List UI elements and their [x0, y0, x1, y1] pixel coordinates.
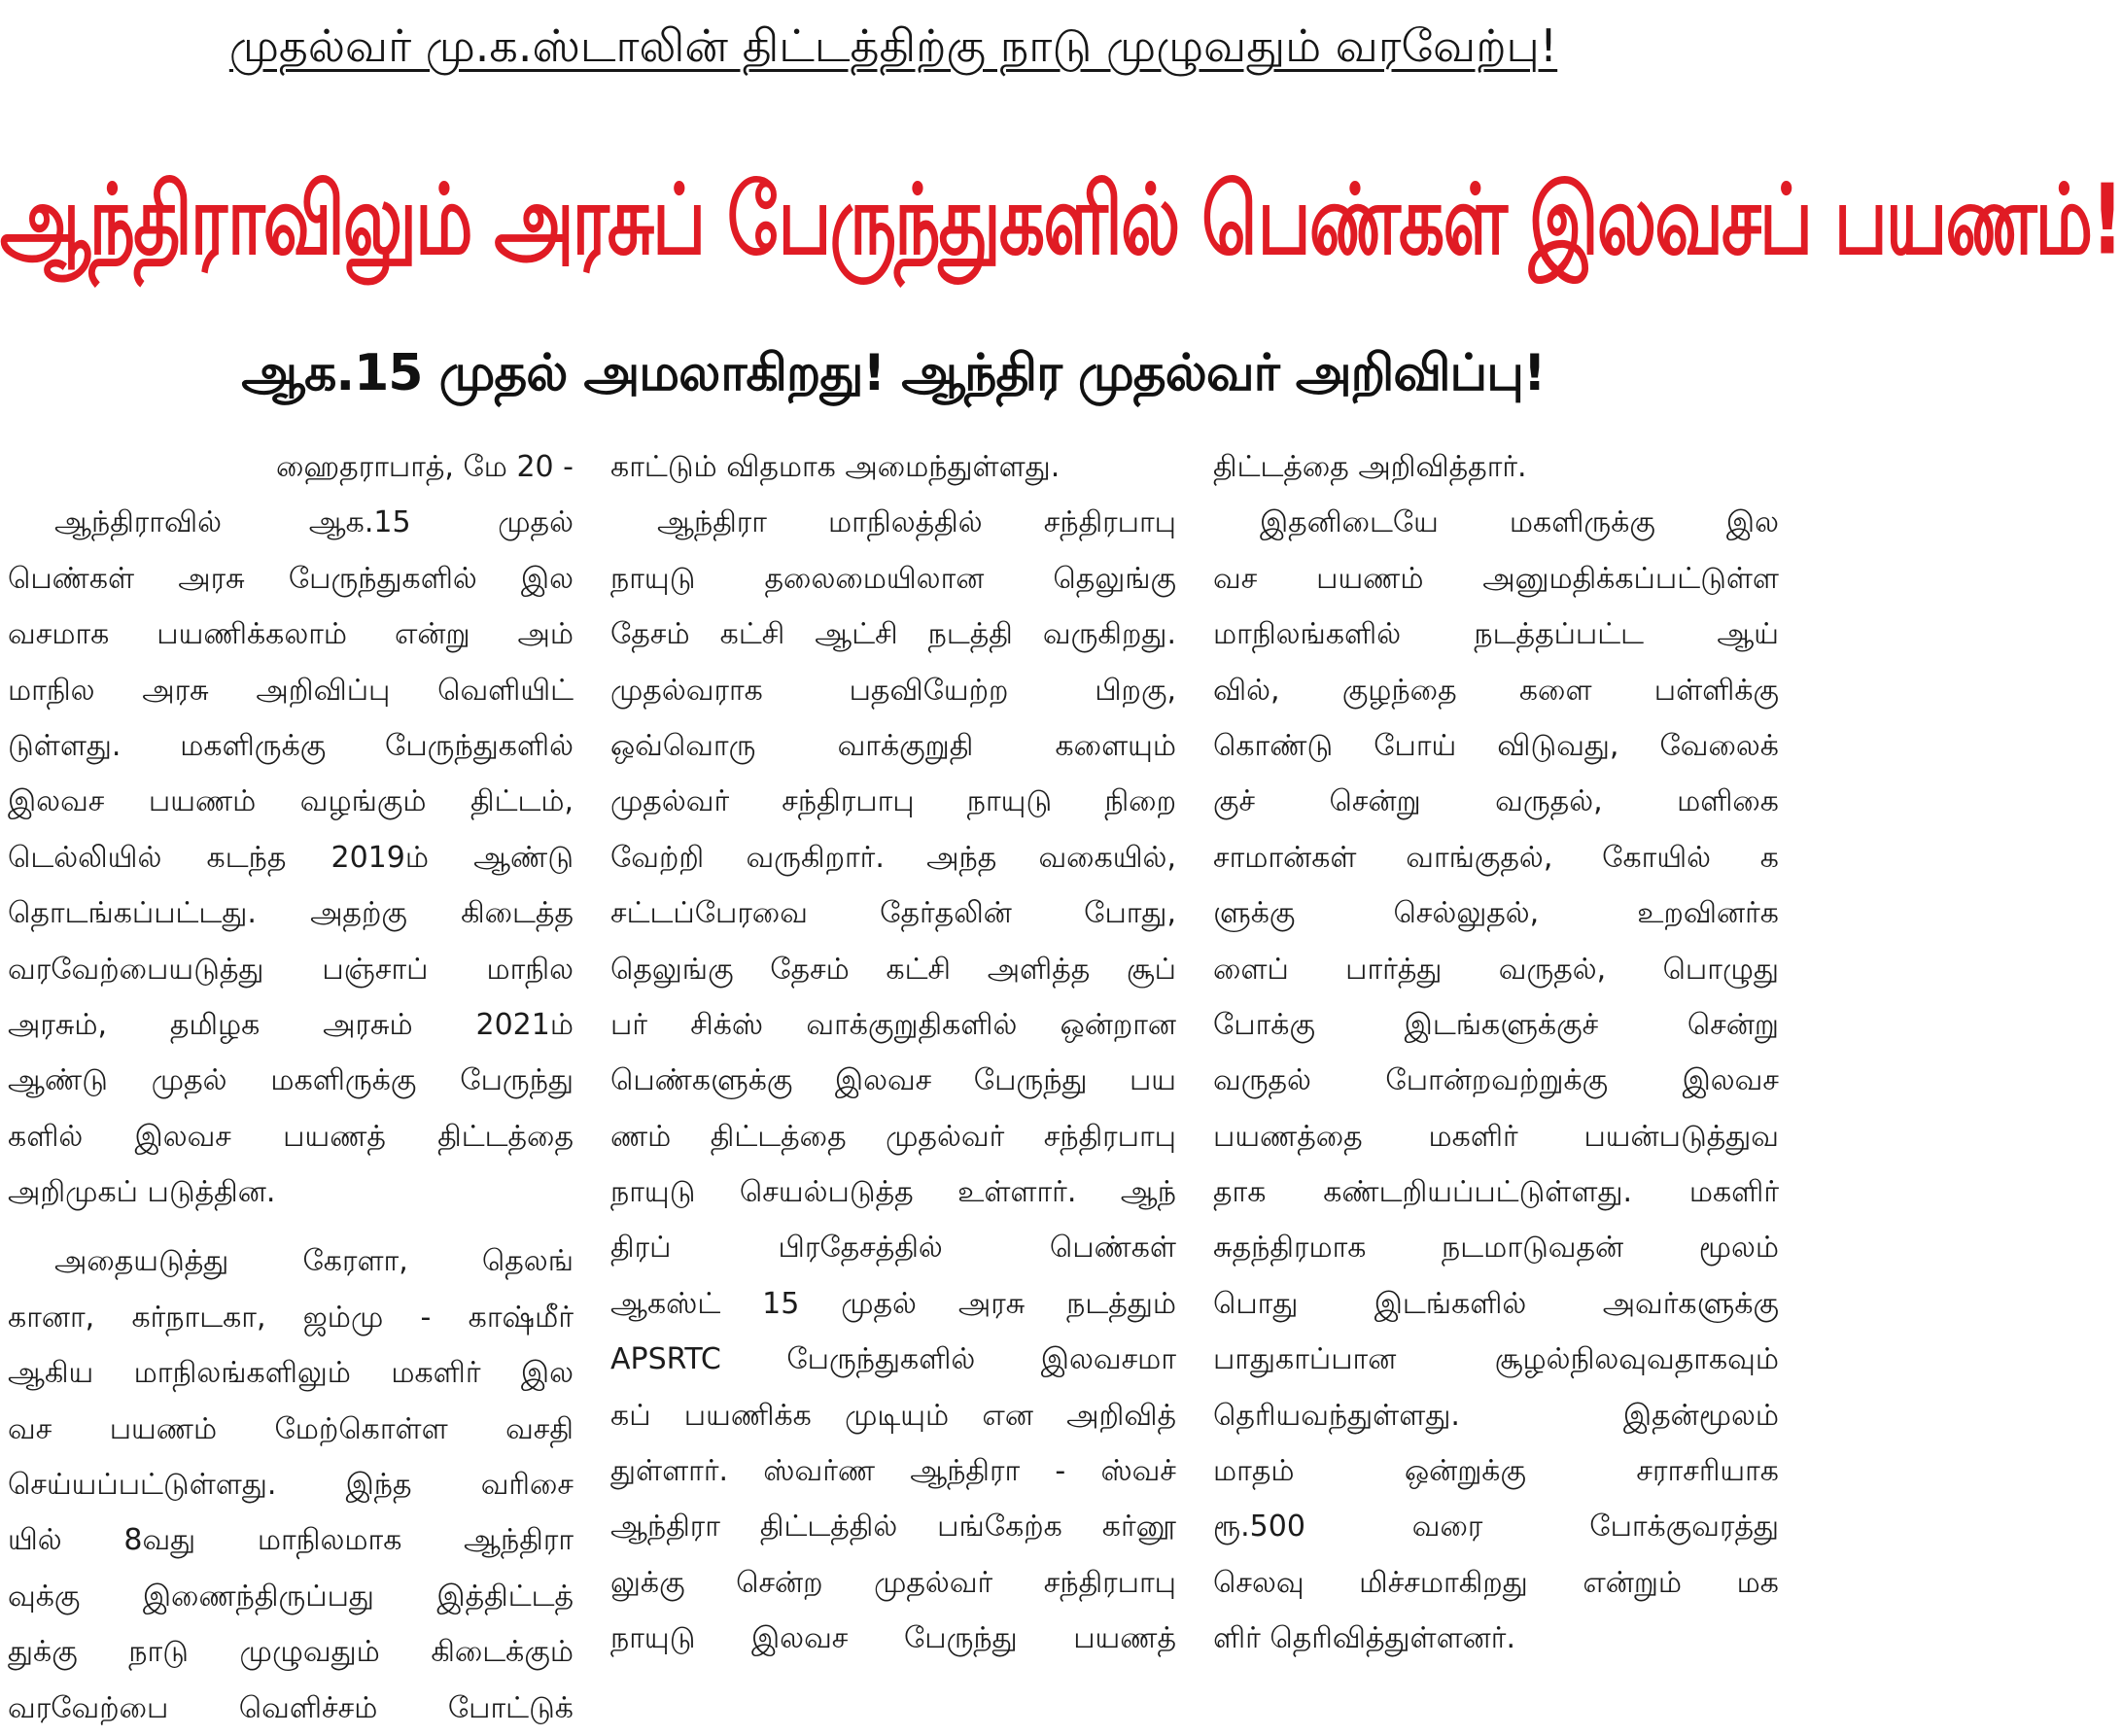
body-line: கானா, கர்நாடகா, ஜம்மு - காஷ்மீர்	[8, 1300, 574, 1335]
body-line: லுக்கு சென்ற முதல்வர் சந்திரபாபு	[610, 1565, 1176, 1600]
body-line: வரவேற்பையடுத்து பஞ்சாப் மாநில	[8, 952, 574, 987]
body-line: பாதுகாப்பான சூழல்நிலவுவதாகவும்	[1213, 1342, 1779, 1377]
body-line: களில் இலவச பயணத் திட்டத்தை	[8, 1119, 574, 1154]
body-line: மாநிலங்களில் நடத்தப்பட்ட ஆய்	[1213, 617, 1779, 652]
body-line: ஆகிய மாநிலங்களிலும் மகளிர் இல	[8, 1356, 574, 1391]
body-line: வரவேற்பை வெளிச்சம் போட்டுக்	[8, 1690, 574, 1725]
paragraph-gap	[8, 1220, 574, 1233]
body-line: ணம் திட்டத்தை முதல்வர் சந்திரபாபு	[610, 1119, 1176, 1154]
body-line: போக்கு இடங்களுக்குச் சென்று	[1213, 1007, 1779, 1042]
body-line: தெரியவந்துள்ளது. இதன்மூலம்	[1213, 1398, 1779, 1433]
body-line: நாயுடு செயல்படுத்த உள்ளார். ஆந்	[610, 1175, 1176, 1210]
body-line: முதல்வராக பதவியேற்ற பிறகு,	[610, 673, 1176, 708]
body-line: ஆந்திரா திட்டத்தில் பங்கேற்க கர்னூ	[610, 1510, 1176, 1545]
subheadline: ஆக.15 முதல் அமலாகிறது! ஆந்திர முதல்வர் அறிவிப்பு!	[241, 344, 1546, 402]
body-line: செலவு மிச்சமாகிறது என்றும் மக	[1213, 1565, 1779, 1600]
body-line: தாக கண்டறியப்பட்டுள்ளது. மகளிர்	[1213, 1175, 1779, 1210]
article-body	[8, 439, 1779, 1725]
body-line: வச பயணம் மேற்கொள்ள வசதி	[8, 1411, 574, 1446]
body-line: ளிர் தெரிவித்துள்ளனர்.	[1213, 1621, 1515, 1656]
body-line: ஒவ்வொரு வாக்குறுதி களையும்	[610, 728, 1176, 763]
dateline: ஹைதராபாத், மே 20 -	[276, 450, 574, 484]
body-line: காட்டும் விதமாக அமைந்துள்ளது.	[610, 450, 1061, 484]
body-line: கப் பயணிக்க முடியும் என அறிவித்	[610, 1398, 1176, 1433]
body-line: கொண்டு போய் விடுவது, வேலைக்	[1213, 728, 1779, 763]
kicker-text: முதல்வர் மு.க.ஸ்டாலின் திட்டத்திற்கு நாடு முழுவதும் வரவேற்பு!	[228, 19, 1558, 72]
body-line: ஆந்திராவில் ஆக.15 முதல்	[54, 505, 574, 540]
body-line: ஆண்டு முதல் மகளிருக்கு பேருந்து	[8, 1063, 574, 1098]
body-line: பர் சிக்ஸ் வாக்குறுதிகளில் ஒன்றான	[610, 1007, 1176, 1042]
body-line: முதல்வர் சந்திரபாபு நாயுடு நிறை	[610, 784, 1176, 819]
body-line: சாமான்கள் வாங்குதல், கோயில் க	[1213, 840, 1779, 875]
body-line: டெல்லியில் கடந்த 2019ம் ஆண்டு	[8, 840, 574, 875]
body-line: தேசம் கட்சி ஆட்சி நடத்தி வருகிறது.	[610, 617, 1176, 652]
body-line: குச் சென்று வருதல், மளிகை	[1213, 784, 1779, 819]
body-line: திட்டத்தை அறிவித்தார்.	[1213, 450, 1527, 484]
body-line: மாதம் ஒன்றுக்கு சராசரியாக	[1213, 1454, 1779, 1489]
body-line: ஆகஸ்ட் 15 முதல் அரசு நடத்தும்	[610, 1286, 1176, 1321]
body-line: பெண்களுக்கு இலவச பேருந்து பய	[610, 1063, 1176, 1098]
article-column-3	[1213, 439, 1779, 1667]
body-line: ளைப் பார்த்து வருதல், பொழுது	[1213, 952, 1779, 987]
body-line: தெலுங்கு தேசம் கட்சி அளித்த சூப்	[610, 952, 1176, 987]
body-line: துள்ளார். ஸ்வர்ண ஆந்திரா - ஸ்வச்	[610, 1454, 1176, 1489]
body-line: தொடங்கப்பட்டது. அதற்கு கிடைத்த	[8, 896, 574, 931]
body-line: பொது இடங்களில் அவர்களுக்கு	[1213, 1286, 1779, 1321]
headline: ஆந்திராவிலும் அரசுப் பேருந்துகளில் பெண்கள் இலவசப் பயணம்!	[0, 163, 2122, 277]
body-line: அதையடுத்து கேரளா, தெலங்	[54, 1244, 574, 1279]
body-line: நாயுடு தலைமையிலான தெலுங்கு	[610, 561, 1176, 596]
body-line: துக்கு நாடு முழுவதும் கிடைக்கும்	[8, 1635, 574, 1670]
body-line: இதனிடையே மகளிருக்கு இல	[1260, 505, 1779, 540]
body-line: டுள்ளது. மகளிருக்கு பேருந்துகளில்	[8, 728, 574, 763]
body-line: வருதல் போன்றவற்றுக்கு இலவச	[1213, 1063, 1779, 1098]
body-line: மாநில அரசு அறிவிப்பு வெளியிட்	[8, 673, 574, 708]
body-line: வுக்கு இணைந்திருப்பது இத்திட்டத்	[8, 1579, 574, 1614]
body-line: திரப் பிரதேசத்தில் பெண்கள்	[610, 1231, 1176, 1266]
article-column-2	[610, 439, 1176, 1667]
kicker-line	[0, 8, 1787, 84]
body-line: வச பயணம் அனுமதிக்கப்பட்டுள்ள	[1213, 561, 1779, 596]
body-line: அறிமுகப் படுத்தின.	[8, 1175, 276, 1210]
body-line: ளுக்கு செல்லுதல், உறவினர்க	[1213, 896, 1779, 931]
body-line: சட்டப்பேரவை தேர்தலின் போது,	[610, 896, 1176, 931]
body-line: இலவச பயணம் வழங்கும் திட்டம்,	[8, 784, 574, 819]
body-line: வேற்றி வருகிறார். அந்த வகையில்,	[610, 840, 1176, 875]
article-column-1	[8, 439, 574, 1736]
body-line: பெண்கள் அரசு பேருந்துகளில் இல	[8, 561, 574, 596]
body-line: வில், குழந்தை களை பள்ளிக்கு	[1213, 673, 1779, 708]
body-line: வசமாக பயணிக்கலாம் என்று அம்	[8, 617, 574, 652]
body-line: நாயுடு இலவச பேருந்து பயணத்	[610, 1621, 1176, 1656]
body-line: சுதந்திரமாக நடமாடுவதன் மூலம்	[1213, 1231, 1779, 1266]
body-line: ஆந்திரா மாநிலத்தில் சந்திரபாபு	[657, 505, 1176, 540]
body-line: APSRTC பேருந்துகளில் இலவசமா	[610, 1342, 1176, 1377]
body-line: ரூ.500 வரை போக்குவரத்து	[1213, 1510, 1779, 1545]
body-line: அரசும், தமிழக அரசும் 2021ம்	[8, 1007, 574, 1042]
body-line: பயணத்தை மகளிர் பயன்படுத்துவ	[1213, 1119, 1779, 1154]
body-line: யில் 8வது மாநிலமாக ஆந்திரா	[8, 1523, 574, 1558]
body-line: செய்யப்பட்டுள்ளது. இந்த வரிசை	[8, 1468, 574, 1503]
